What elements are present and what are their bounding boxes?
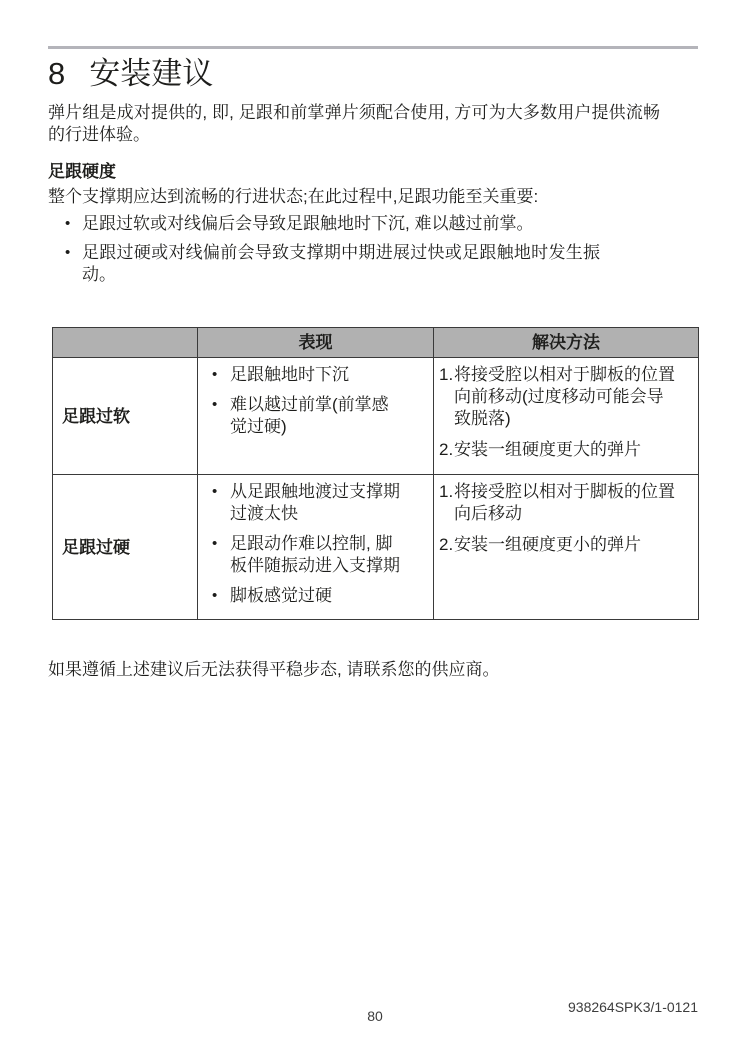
solution-text: 将接受腔以相对于脚板的位置向前移动(过度移动可能会导致脱落) [454, 365, 675, 428]
symptom-item [203, 364, 428, 386]
solution-item [439, 481, 693, 525]
symptoms-cell [198, 475, 434, 620]
intro-paragraph: 弹片组是成对提供的, 即, 足跟和前掌弹片须配合使用, 方可为大多数用户提供流畅的行进体验。 [48, 103, 660, 144]
solutions-cell [434, 358, 699, 475]
heel-stiffness-heading: 足跟硬度 [48, 162, 116, 181]
bullet-icon: • [212, 396, 218, 413]
bullet-icon: • [212, 483, 218, 500]
symptom-text: 脚板感觉过硬 [230, 586, 332, 605]
symptoms-cell [198, 358, 434, 475]
chapter-heading [48, 56, 698, 92]
troubleshooting-table [52, 327, 699, 620]
bullet-icon: • [65, 215, 71, 232]
solution-number: 2. [439, 535, 454, 554]
solution-number: 1. [439, 365, 454, 384]
column-header-blank [53, 328, 198, 358]
symptom-bullet-list [48, 213, 698, 286]
bullet-item [48, 242, 698, 286]
bullet-text: 足跟过硬或对线偏前会导致支撑期中期进展过快或足跟触地时发生振动。 [82, 243, 600, 284]
page-content [48, 46, 698, 681]
solution-text: 安装一组硬度更大的弹片 [454, 440, 641, 459]
solution-text: 安装一组硬度更小的弹片 [454, 535, 641, 554]
bullet-icon: • [212, 535, 218, 552]
table-header-row [53, 328, 699, 358]
solution-item [439, 364, 693, 430]
symptom-item [203, 585, 428, 607]
symptom-text: 足跟动作难以控制, 脚板伴随振动进入支撑期 [230, 534, 400, 575]
row-label-heel-too-soft: 足跟过软 [53, 358, 198, 475]
solutions-cell [434, 475, 699, 620]
bullet-item [48, 213, 698, 235]
solution-number: 2. [439, 440, 454, 459]
symptom-item [203, 533, 428, 577]
chapter-number: 8 [48, 56, 66, 91]
chapter-title-text: 安装建议 [89, 56, 214, 91]
page-number: 80 [367, 1008, 383, 1024]
solution-item [439, 534, 693, 556]
table-row [53, 358, 699, 475]
solution-text: 将接受腔以相对于脚板的位置向后移动 [454, 482, 675, 523]
solution-item [439, 439, 693, 461]
table-row [53, 475, 699, 620]
closing-paragraph: 如果遵循上述建议后无法获得平稳步态, 请联系您的供应商。 [48, 660, 500, 679]
section-lead: 整个支撑期应达到流畅的行进状态;在此过程中,足跟功能至关重要: [48, 187, 539, 206]
document-number: 938264SPK3/1-0121 [568, 999, 698, 1015]
symptom-text: 难以越过前掌(前掌感觉过硬) [230, 395, 389, 436]
chapter-rule [48, 46, 698, 49]
symptom-text: 足跟触地时下沉 [230, 365, 349, 384]
solution-number: 1. [439, 482, 454, 501]
symptom-text: 从足跟触地渡过支撑期过渡太快 [230, 482, 400, 523]
symptom-item [203, 481, 428, 525]
bullet-icon: • [212, 587, 218, 604]
column-header-symptoms: 表现 [198, 328, 434, 358]
row-label-heel-too-stiff: 足跟过硬 [53, 475, 198, 620]
column-header-solutions: 解决方法 [434, 328, 699, 358]
symptom-item [203, 394, 428, 438]
bullet-text: 足跟过软或对线偏后会导致足跟触地时下沉, 难以越过前掌。 [82, 214, 534, 233]
bullet-icon: • [212, 366, 218, 383]
bullet-icon: • [65, 244, 71, 261]
